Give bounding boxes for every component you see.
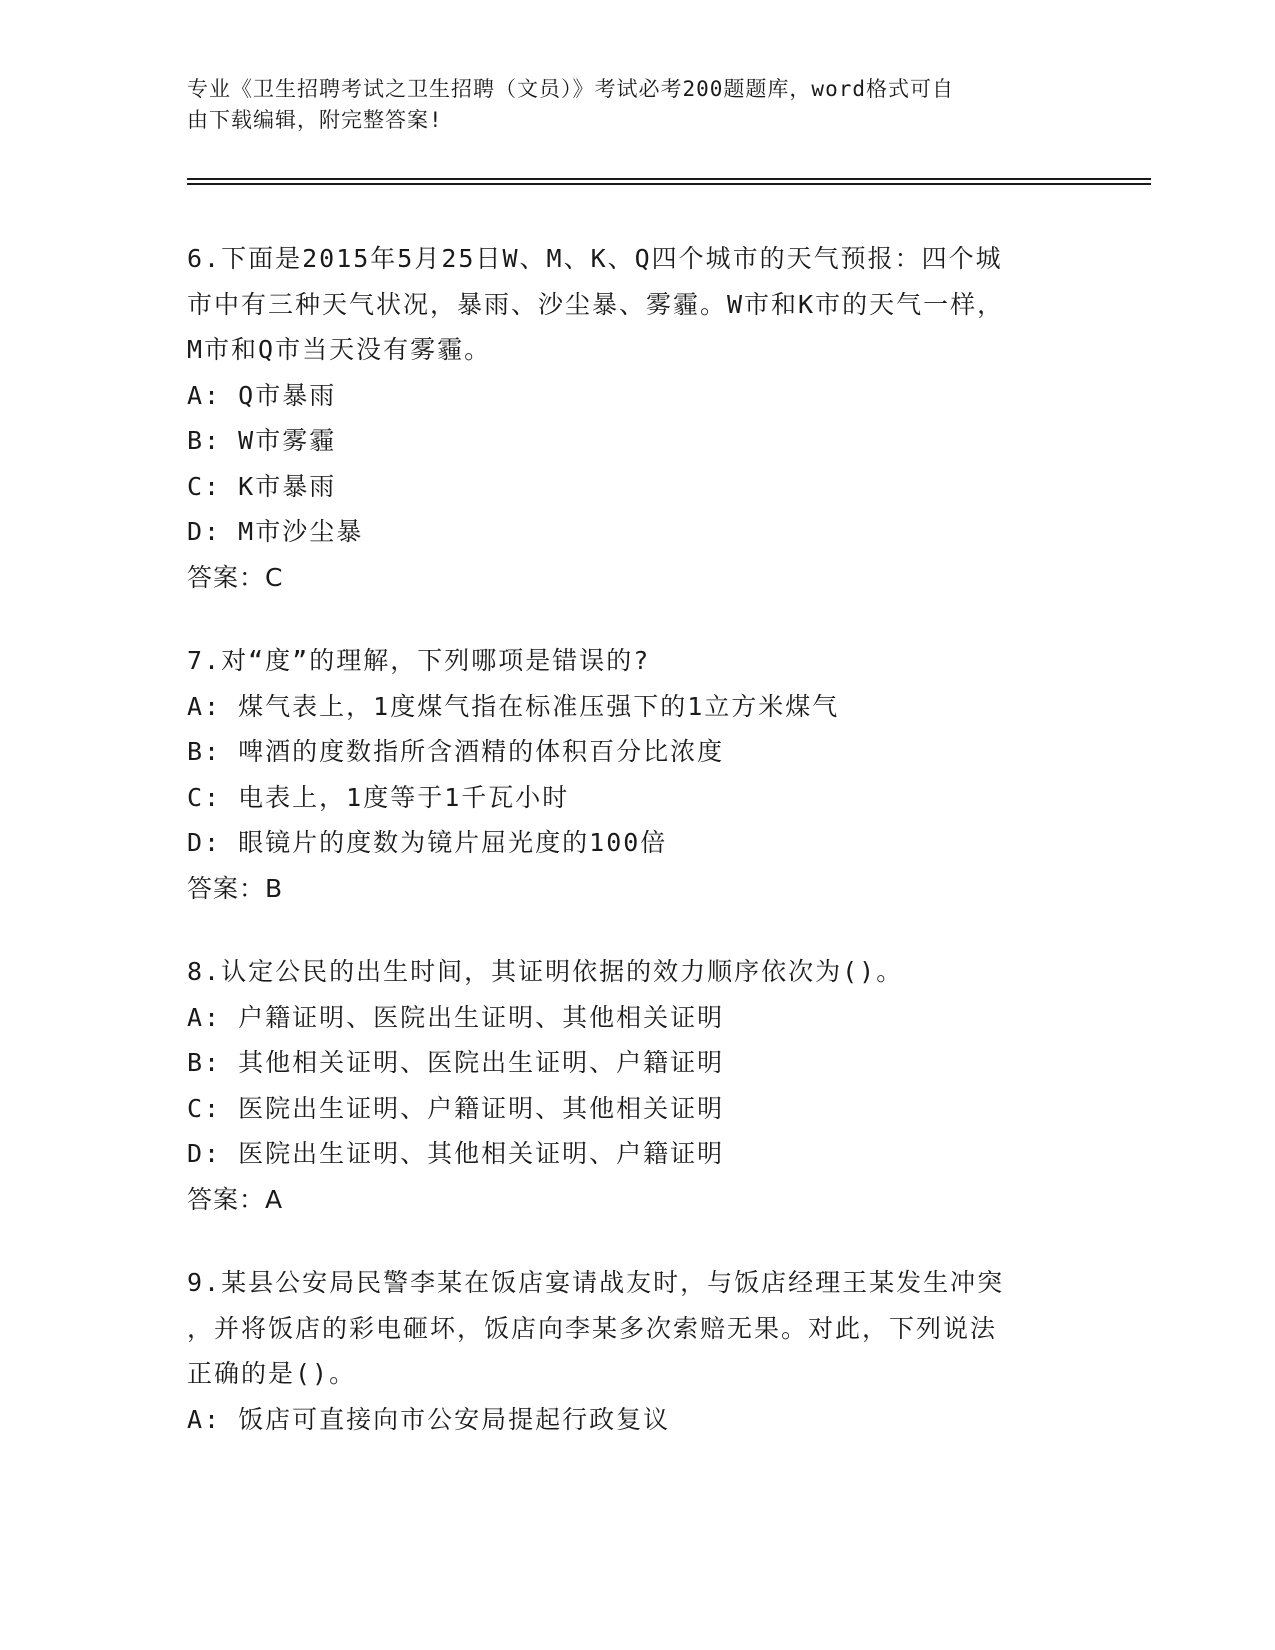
question-list	[187, 236, 1087, 1480]
answer-line: 答案：B	[187, 873, 284, 903]
question-stem-line: 6.下面是2015年5月25日W、M、K、Q四个城市的天气预报：四个城	[187, 244, 1003, 273]
option-d: D: 眼镜片的度数为镜片屈光度的100倍	[187, 828, 668, 857]
question-stem-line: 8.认定公民的出生时间，其证明依据的效力顺序依次为()。	[187, 957, 904, 986]
option-b: B: W市雾霾	[187, 426, 337, 455]
question-7	[187, 638, 1087, 911]
document-header	[187, 74, 1087, 136]
header-line-2: 由下载编辑，附完整答案!	[187, 108, 443, 132]
option-c: C: 医院出生证明、户籍证明、其他相关证明	[187, 1093, 725, 1123]
option-a: A: Q市暴雨	[187, 380, 337, 410]
answer-line: 答案：C	[187, 562, 284, 592]
option-d: D: 医院出生证明、其他相关证明、户籍证明	[187, 1139, 725, 1168]
option-b: B: 啤酒的度数指所含酒精的体积百分比浓度	[187, 737, 725, 766]
header-divider-bottom	[187, 183, 1151, 185]
question-8	[187, 949, 1087, 1222]
option-c: C: K市暴雨	[187, 471, 337, 501]
option-d: D: M市沙尘暴	[187, 517, 364, 546]
question-9	[187, 1260, 1087, 1442]
answer-line: 答案：A	[187, 1184, 284, 1214]
question-stem-line: M市和Q市当天没有雾霾。	[187, 335, 492, 364]
option-a: A: 煤气表上，1度煤气指在标准压强下的1立方米煤气	[187, 691, 840, 721]
question-stem-line: 7.对“度”的理解，下列哪项是错误的?	[187, 646, 651, 675]
header-line-1: 专业《卫生招聘考试之卫生招聘（文员）》考试必考200题题库，word格式可自	[187, 77, 954, 101]
question-stem-line: 9.某县公安局民警李某在饭店宴请战友时，与饭店经理王某发生冲突	[187, 1268, 1005, 1297]
question-stem-line: 市中有三种天气状况，暴雨、沙尘暴、雾霾。W市和K市的天气一样，	[187, 289, 1005, 319]
question-6	[187, 236, 1087, 600]
option-a: A: 饭店可直接向市公安局提起行政复议	[187, 1404, 671, 1434]
question-stem-line: 正确的是()。	[187, 1359, 357, 1388]
header-divider-top	[187, 178, 1151, 180]
option-b: B: 其他相关证明、医院出生证明、户籍证明	[187, 1048, 725, 1077]
option-c: C: 电表上，1度等于1千瓦小时	[187, 782, 570, 812]
question-stem-line: ，并将饭店的彩电砸坏，饭店向李某多次索赔无果。对此，下列说法	[187, 1313, 998, 1343]
option-a: A: 户籍证明、医院出生证明、其他相关证明	[187, 1002, 725, 1032]
